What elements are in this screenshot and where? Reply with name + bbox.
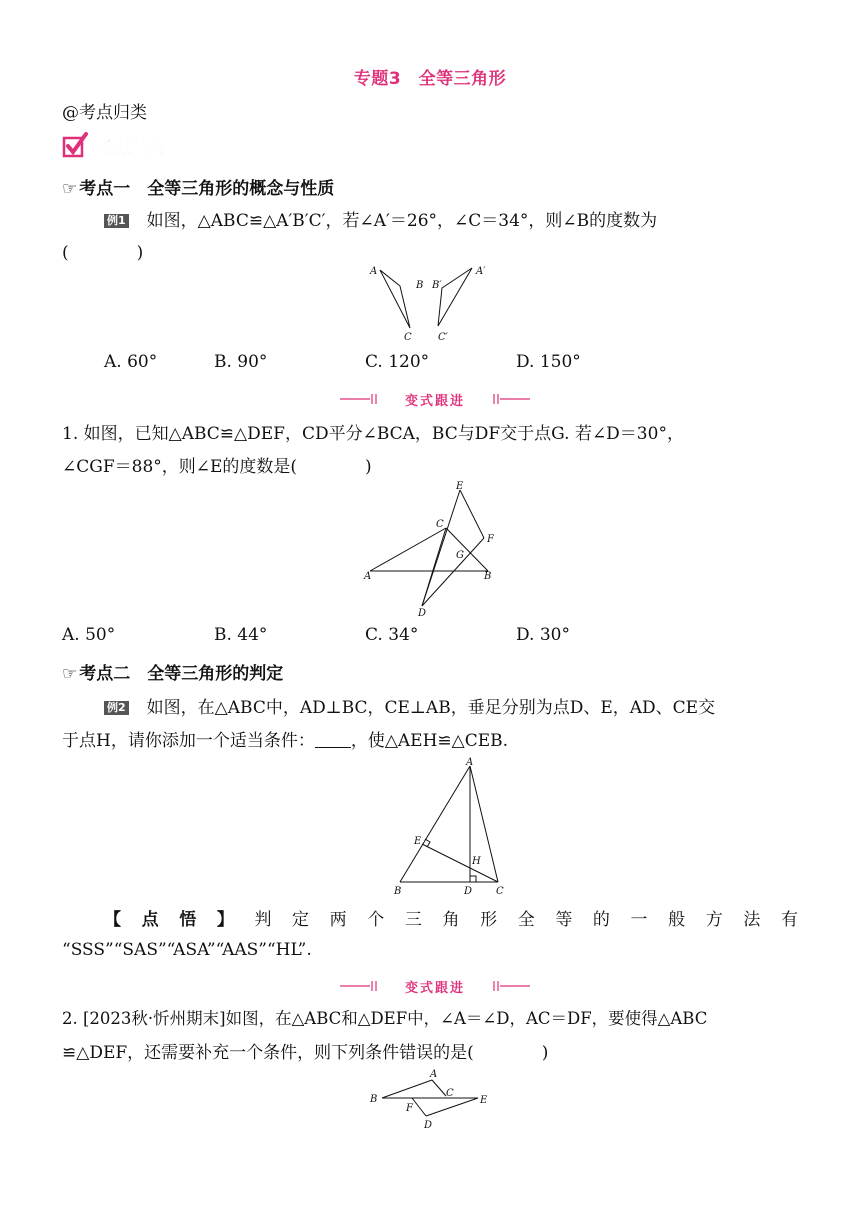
badge-label: 考点归类: [96, 138, 164, 158]
divider-variant-2: [340, 977, 530, 995]
example-2-tag: 例2: [104, 701, 129, 715]
label-A: A: [364, 571, 372, 582]
option-c: C. 120°: [365, 352, 430, 372]
label-C: C: [496, 886, 504, 897]
divider-label: 变式跟进: [404, 394, 465, 409]
q1-option-d: D. 30°: [516, 625, 570, 645]
section-2-label: 考点二 全等三角形的判定: [79, 664, 284, 684]
section-1-label: 考点一 全等三角形的概念与性质: [79, 179, 335, 199]
example-1-tag: 例1: [104, 214, 129, 228]
label-D: D: [424, 1120, 433, 1131]
figure-question-2: [366, 1066, 496, 1138]
label-C: C: [446, 1088, 454, 1099]
label-A: A: [430, 1069, 438, 1080]
label-A: A: [466, 757, 474, 768]
pointing-hand-icon: ☞: [62, 179, 78, 199]
label-B: B: [394, 886, 402, 897]
q1-option-a: A. 50°: [62, 625, 116, 645]
label-C-prime: C′: [438, 332, 448, 343]
label-E: E: [480, 1095, 488, 1106]
question-1-line-1: 1. 如图，已知△ABC≌△DEF，CD平分∠BCA，BC与DF交于点G. 若∠D＝30°，: [62, 424, 684, 444]
page-title: 专题3 全等三角形: [353, 69, 507, 89]
label-F: F: [487, 534, 494, 545]
question-1-line-2: ∠CGF＝88°，则∠E的度数是( ): [62, 457, 372, 477]
label-C: C: [436, 519, 444, 530]
example-2-line-2: [62, 726, 508, 751]
label-G: G: [456, 550, 464, 561]
category-heading: @考点归类: [62, 103, 147, 123]
example-1-line-2: ( ): [62, 243, 144, 263]
tip-line-2: “SSS”“SAS”“ASA”“AAS”“HL”.: [62, 940, 312, 960]
label-B-prime: B′: [432, 280, 442, 291]
section-badge: [62, 131, 188, 161]
q1-option-b: B. 44°: [214, 625, 268, 645]
figure-example-1: [360, 260, 500, 348]
section-heading-1: [62, 174, 334, 199]
tip-line-1: 【 点 悟 】 判 定 两 个 三 角 形 全 等 的 一 般 方 法 有: [104, 910, 798, 930]
divider-label: 变式跟进: [404, 981, 465, 996]
label-D: D: [418, 608, 427, 619]
label-A: A: [370, 266, 378, 277]
label-B: B: [484, 571, 492, 582]
label-E: E: [456, 481, 464, 492]
option-b: B. 90°: [214, 352, 268, 372]
option-a: A. 60°: [104, 352, 158, 372]
label-B: B: [370, 1094, 378, 1105]
label-E: E: [414, 836, 422, 847]
example-2-text: 如图，在△ABC中，AD⊥BC，CE⊥AB，垂足分别为点D、E，AD、CE交: [146, 698, 716, 718]
example-1-text: 如图，△ABC≌△A′B′C′，若∠A′＝26°，∠C＝34°，则∠B的度数为: [146, 211, 658, 231]
example-2-text-b: ，使△AEH≌△CEB.: [350, 731, 509, 751]
divider-variant-1: [340, 390, 530, 408]
question-2-line-2: ≌△DEF，还需要补充一个条件，则下列条件错误的是( ): [62, 1043, 549, 1063]
label-B: B: [416, 280, 424, 291]
figure-example-2: [390, 756, 520, 898]
checkbox-check-icon: [62, 131, 188, 161]
section-heading-2: [62, 659, 283, 684]
q1-option-c: C. 34°: [365, 625, 419, 645]
label-F: F: [406, 1103, 413, 1114]
example-2-text-a: 于点H，请你添加一个适当条件：: [62, 731, 315, 751]
label-C: C: [404, 332, 412, 343]
pointing-hand-icon: ☞: [62, 664, 78, 684]
question-2-line-1: 2. [2023秋·忻州期末]如图，在△ABC和△DEF中，∠A＝∠D，AC＝DF，要使得△ABC: [62, 1009, 708, 1028]
option-d: D. 150°: [516, 352, 581, 372]
figure-question-1: [360, 476, 510, 622]
label-H: H: [472, 856, 481, 867]
label-D: D: [464, 886, 473, 897]
label-A-prime: A′: [476, 266, 486, 277]
answer-blank[interactable]: [315, 733, 351, 748]
example-1-line-1: [104, 206, 657, 231]
example-2-line-1: [104, 693, 715, 718]
